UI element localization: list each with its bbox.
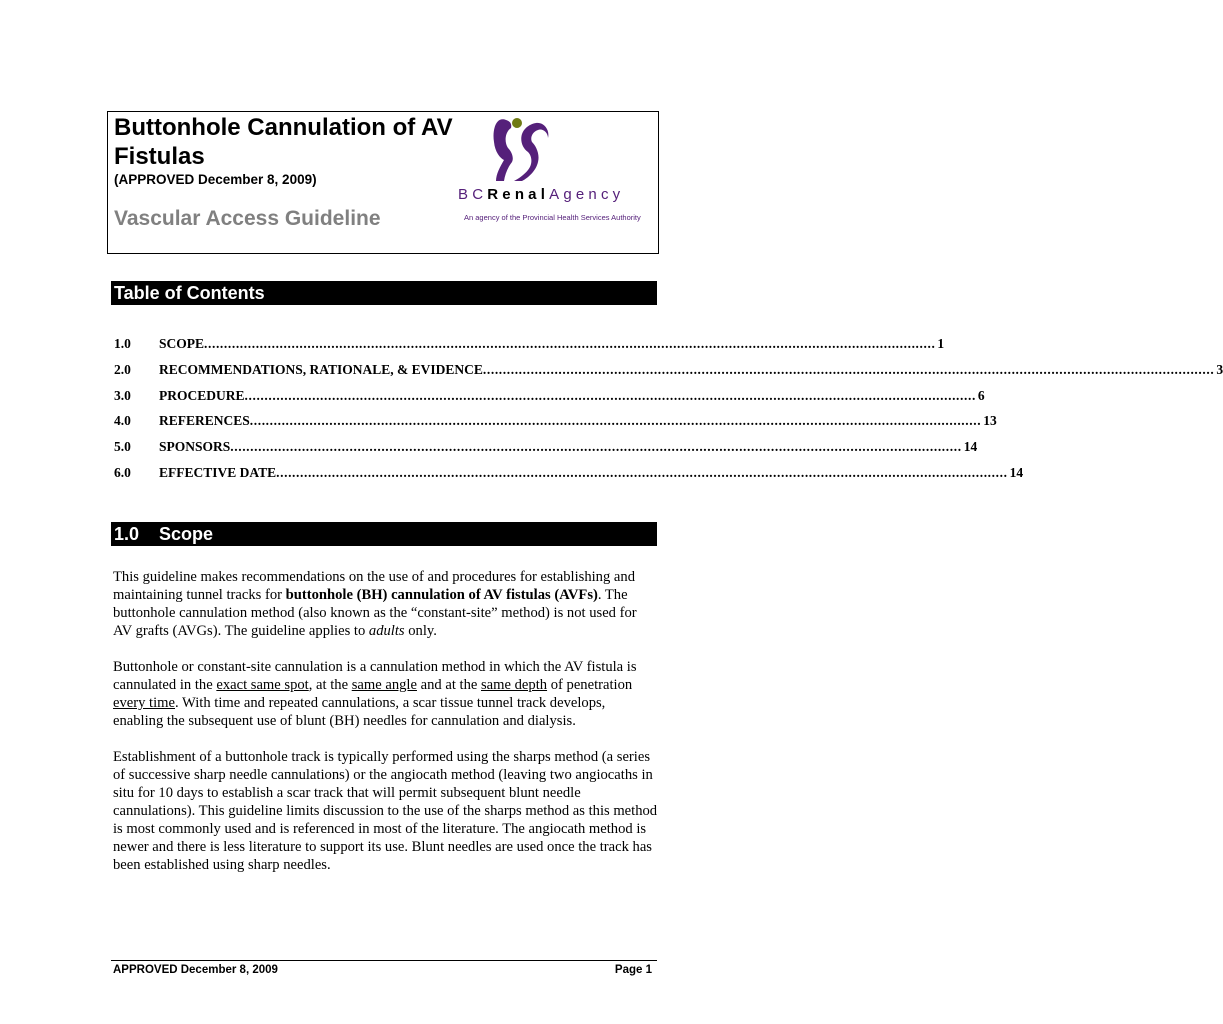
toc-entry-title: SPONSORS — [159, 439, 231, 455]
toc-entry-title: REFERENCES — [159, 413, 250, 429]
toc-leader-dots: ........................................................................................................................................................................................ — [482, 361, 1215, 377]
toc-entry-procedure[interactable] — [114, 386, 985, 412]
toc-entry-title: PROCEDURE — [159, 387, 245, 403]
footer-divider — [111, 960, 657, 961]
toc-entry-title: RECOMMENDATIONS, RATIONALE, & EVIDENCE — [159, 361, 483, 377]
document-header — [107, 111, 659, 254]
toc-entry-number: 5.0 — [114, 439, 131, 455]
toc-entry-references[interactable] — [114, 411, 997, 437]
toc-entry-number: 2.0 — [114, 361, 131, 377]
toc-leader-dots: ........................................................................................................................................................................................ — [276, 464, 1008, 480]
approval-date: (APPROVED December 8, 2009) — [114, 172, 317, 187]
toc-entry-effective-date[interactable] — [114, 463, 1024, 489]
bc-renal-agency-logo — [448, 112, 660, 232]
scope-body — [113, 568, 658, 892]
toc-entry-scope[interactable] — [114, 334, 945, 360]
toc-entry-title: SCOPE — [159, 336, 205, 351]
toc-entry-page: 6 — [977, 387, 985, 403]
toc-entry-recommendations[interactable] — [114, 360, 1223, 386]
footer-approval-date: APPROVED December 8, 2009 — [113, 964, 278, 976]
scope-paragraph-1: This guideline makes recommendations on the use of and procedures for establishing and maintaining tunnel tracks for buttonhole (BH) cannulation of AV fistulas (AVFs). The buttonhole cannulation method (also known as the “constant-site” method) is not used for AV grafts (AVGs). The guideline applies to adults only. — [113, 569, 637, 639]
logo-tagline: An agency of the Provincial Health Services Authority — [464, 213, 641, 222]
scope-heading — [111, 522, 657, 546]
toc-entry-number: 4.0 — [114, 413, 131, 429]
document-subtitle: Vascular Access Guideline — [114, 207, 381, 230]
toc-leader-dots: ........................................................................................................................................................................................ — [249, 413, 982, 429]
toc-entry-number: 6.0 — [114, 464, 131, 480]
scope-paragraph-2: Buttonhole or constant-site cannulation is a cannulation method in which the AV fistula is cannulated in the exact same spot, at the same angle and at the same depth of penetration every time. With time and repeated cannulations, a scar tissue tunnel track develops, enabling the subsequent use of blunt (BH) needles for cannulation and dialysis. — [113, 659, 637, 729]
toc-leader-dots: ........................................................................................................................................................................................ — [230, 439, 962, 455]
section-number: 1.0 — [114, 524, 140, 544]
toc-entry-page: 13 — [983, 413, 997, 429]
footer-page-number: Page 1 — [614, 964, 652, 976]
section-title: Scope — [159, 524, 214, 544]
scope-paragraph-3: Establishment of a buttonhole track is typically performed using the sharps method (a series of successive sharp needle cannulations) or the angiocath method (leaving two angiocaths in situ for 10 days to establish a scar track that will permit subsequent blunt needle cannulations). This guideline limits discussion to the use of the sharps method as this method is most commonly used and is referenced in most of the literature. The angiocath method is newer and there is less literature to support its use. Blunt needles are used once the track has been established using sharp needles. — [113, 749, 658, 873]
toc-leader-dots: ........................................................................................................................................................................................ — [204, 336, 936, 351]
toc-leader-dots: ........................................................................................................................................................................................ — [244, 387, 976, 403]
toc-entry-page: 3 — [1216, 361, 1223, 377]
toc-heading: Table of Contents — [111, 281, 657, 305]
toc-entry-page: 1 — [937, 336, 945, 351]
toc-entry-sponsors[interactable] — [114, 437, 978, 463]
document-title: Buttonhole Cannulation of AV Fistulas — [114, 114, 453, 170]
toc-entry-number: 3.0 — [114, 387, 131, 403]
toc-entry-number: 1.0 — [114, 336, 131, 351]
toc-entry-page: 14 — [1009, 464, 1024, 480]
table-of-contents — [114, 334, 1223, 489]
logo-wordmark: BCRenalAgency — [458, 186, 625, 203]
toc-entry-title: EFFECTIVE DATE — [159, 464, 277, 480]
toc-entry-page: 14 — [963, 439, 978, 455]
